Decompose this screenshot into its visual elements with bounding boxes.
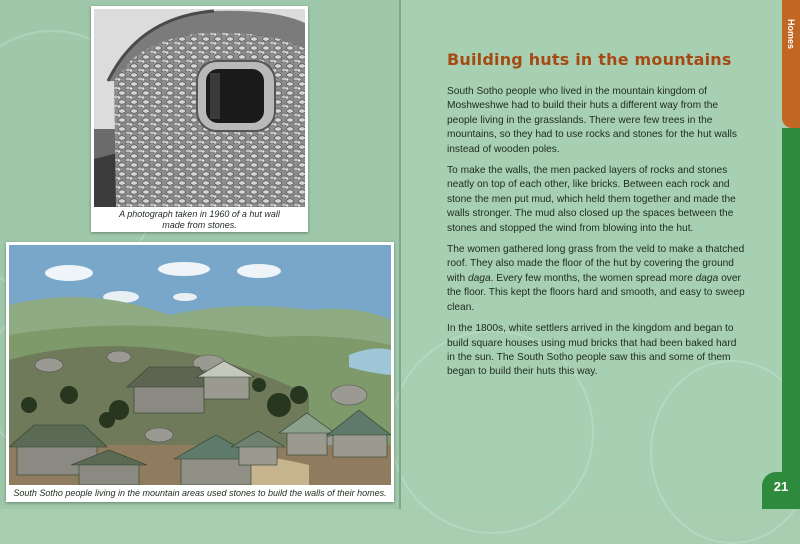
mountain-village-photo-frame xyxy=(6,242,394,502)
mountain-village-photo xyxy=(9,245,391,485)
hut-wall-photo-frame xyxy=(91,6,308,232)
article-paragraph: The women gathered long grass from the veld to make a thatched roof. They also made the floor of the hut by covering the ground with daga. Every few months, the women spread more daga over the floor. This kept the floors hard and smooth, and easy to sweep clean. xyxy=(447,244,745,313)
section-tab-label xyxy=(782,2,800,66)
side-green-band xyxy=(782,128,800,509)
decorative-swirl xyxy=(650,360,800,544)
mountain-village-photo-caption: South Sotho people living in the mountain areas used stones to build the walls of their homes. xyxy=(13,488,387,498)
page-number: 21 xyxy=(762,472,800,509)
article-paragraph: In the 1800s, white settlers arrived in the kingdom and began to build square houses using mud bricks that had been baked hard in the sun. The South Sotho people saw this and some of them began to build their huts this way. xyxy=(447,323,737,378)
hut-wall-photo-caption: A photograph taken in 1960 of a hut wall made from stones. xyxy=(119,209,280,230)
hut-wall-photo xyxy=(94,9,305,207)
section-tab-text: Homes xyxy=(786,18,797,50)
page-gutter xyxy=(399,0,401,509)
article-paragraph: South Sotho people who lived in the mountain kingdom of Moshweshwe had to build their huts a different way from the people living in the grasslands. There were few trees in the mountains, so they had to use rocks and stones for the hut walls instead of wooden poles. xyxy=(447,86,737,155)
article-title: Building huts in the mountains xyxy=(447,50,732,69)
article-paragraph: To make the walls, the men packed layers of rocks and stones neatly on top of each other, like bricks. Between each rock and stone the men put mud, which held them together and made the walls stronger. The mud also closed up the spaces between the stones and stopped the wind from blowing into the hut. xyxy=(447,165,736,234)
article-body xyxy=(447,85,747,387)
